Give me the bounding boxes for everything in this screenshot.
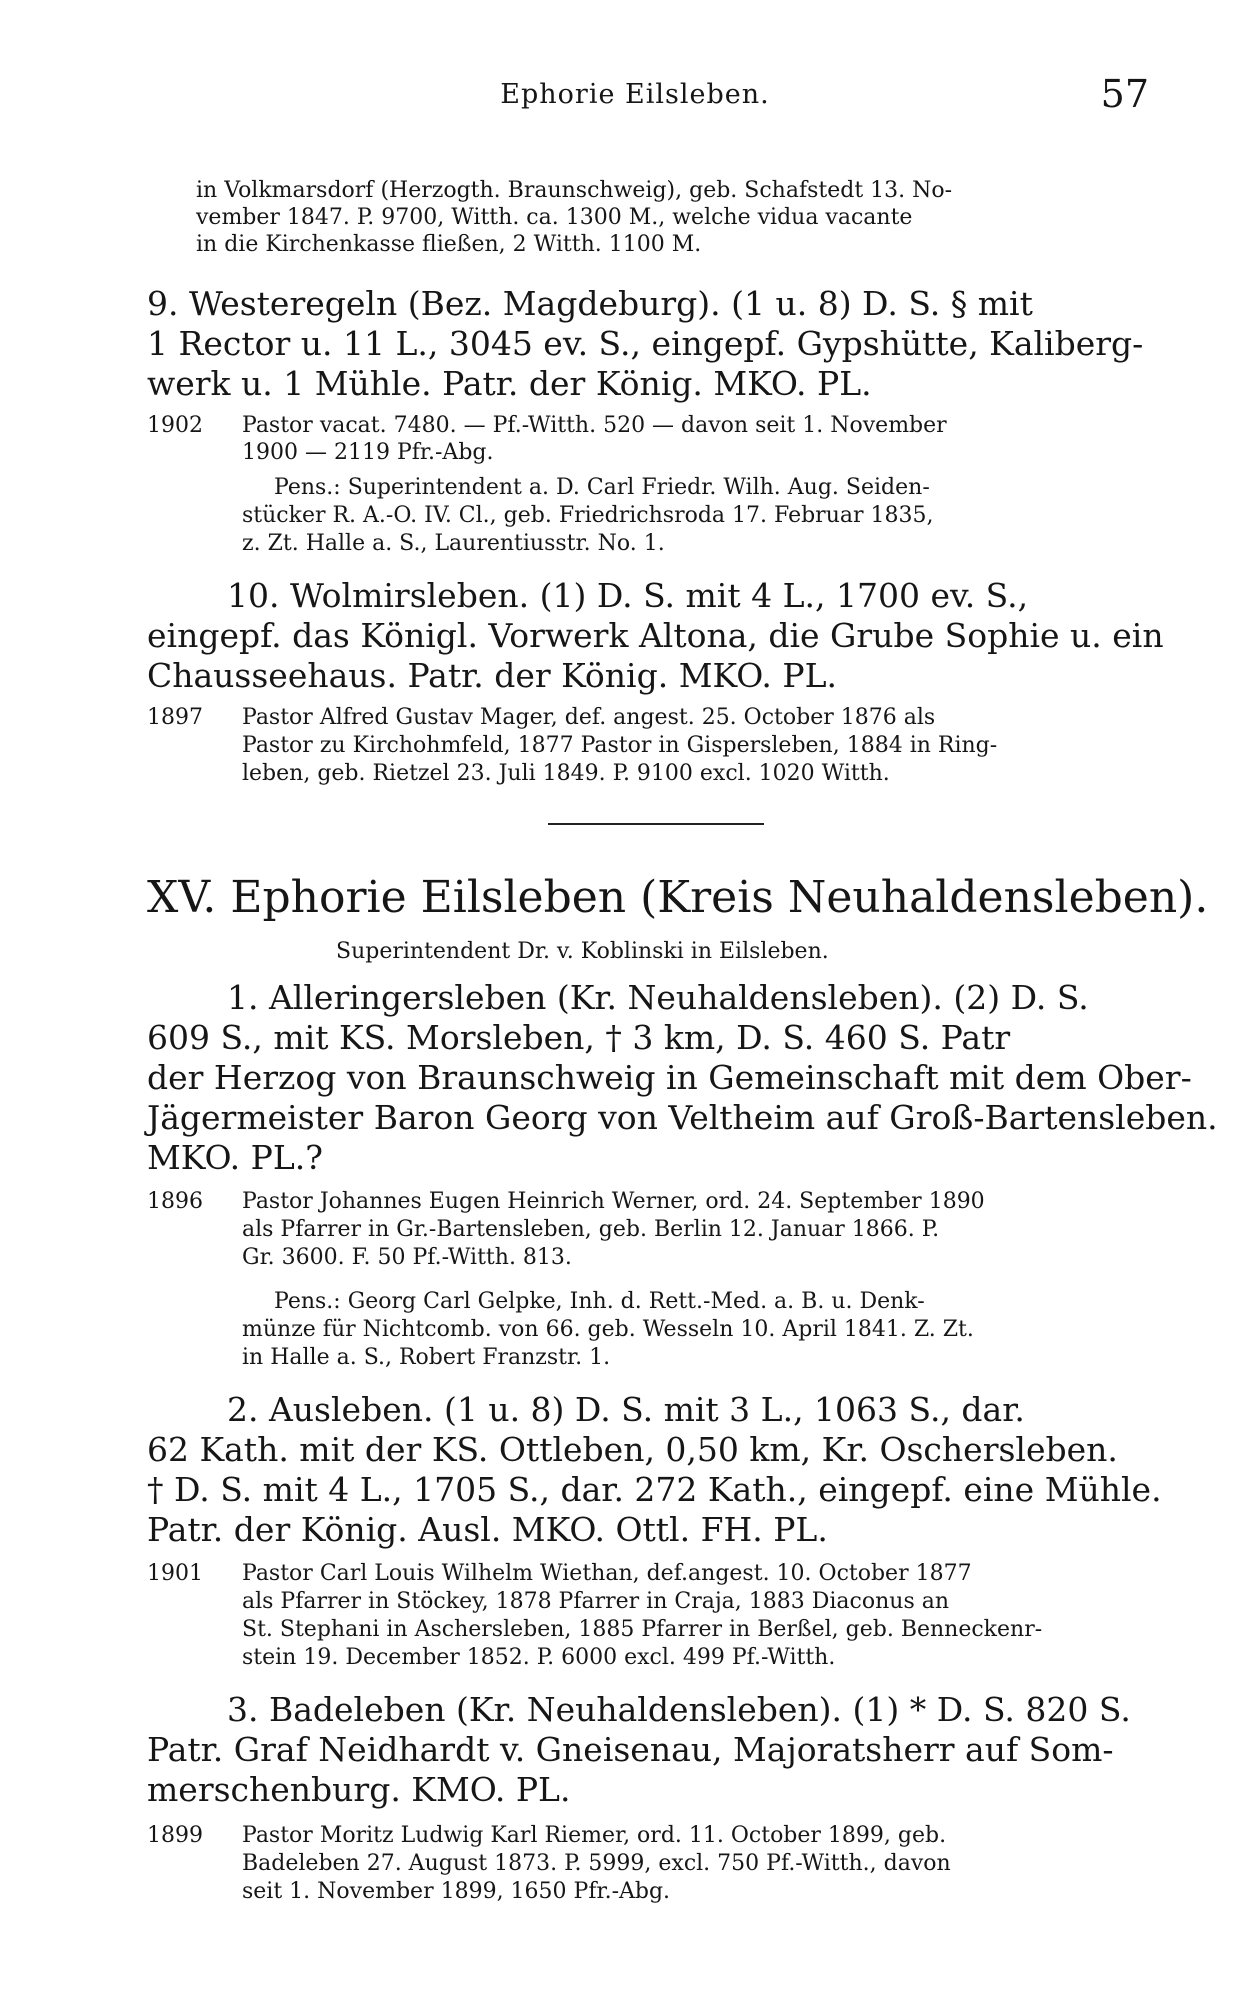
text-line: Patr. Graf Neidhardt v. Gneisenau, Majoratsherr auf Som- [147, 1730, 1114, 1769]
text-line: stein 19. December 1852. P. 6000 excl. 499 Pf.-Witth. [242, 1645, 836, 1670]
text-line: Pastor vacat. 7480. — Pf.-Witth. 520 — davon seit 1. November [242, 413, 947, 438]
text-line: in Halle a. S., Robert Franzstr. 1. [242, 1345, 611, 1370]
text-line: 1 Rector u. 11 L., 3045 ev. S., eingepf. Gypshütte, Kaliberg- [147, 324, 1144, 363]
text-line: Pastor Moritz Ludwig Karl Riemer, ord. 11. October 1899, geb. [242, 1823, 947, 1848]
text-line: stücker R. A.-O. IV. Cl., geb. Friedrichsroda 17. Februar 1835, [242, 503, 934, 528]
superintendent-line: Superintendent Dr. v. Koblinski in Eilsleben. [336, 939, 829, 964]
page-number: 57 [1100, 72, 1149, 116]
text-line: z. Zt. Halle a. S., Laurentiusstr. No. 1. [242, 531, 665, 556]
text-line: Jägermeister Baron Georg von Veltheim auf Groß-Bartensleben. [147, 1098, 1218, 1137]
entry-heading: 9. Westeregeln (Bez. Magdeburg). (1 u. 8) D. S. § mit [147, 284, 1033, 323]
text-line: Pastor Alfred Gustav Mager, def. angest. 25. October 1876 als [242, 705, 936, 730]
entry-heading: 2. Ausleben. (1 u. 8) D. S. mit 3 L., 1063 S., dar. [227, 1390, 1025, 1429]
text-line: vember 1847. P. 9700, Witth. ca. 1300 M., welche vidua vacante [196, 205, 913, 230]
text-line: St. Stephani in Aschersleben, 1885 Pfarrer in Berßel, geb. Benneckenr- [242, 1617, 1043, 1642]
text-line: münze für Nichtcomb. von 66. geb. Wesseln 10. April 1841. Z. Zt. [242, 1317, 974, 1342]
text-line: merschenburg. KMO. PL. [147, 1770, 571, 1809]
text-line: der Herzog von Braunschweig in Gemeinschaft mit dem Ober- [147, 1058, 1192, 1097]
text-line: werk u. 1 Mühle. Patr. der König. MKO. PL. [147, 364, 872, 403]
text-line: 1900 — 2119 Pfr.-Abg. [242, 440, 494, 465]
section-title: XV. Ephorie Eilsleben (Kreis Neuhaldensleben). [147, 872, 1209, 923]
pastor-year: 1901 [147, 1561, 203, 1586]
text-line: Chausseehaus. Patr. der König. MKO. PL. [147, 656, 837, 695]
text-line: als Pfarrer in Gr.-Bartensleben, geb. Berlin 12. Januar 1866. P. [242, 1217, 940, 1242]
text-line: Pens.: Superintendent a. D. Carl Friedr. Wilh. Aug. Seiden- [274, 475, 930, 500]
entry-heading: 10. Wolmirsleben. (1) D. S. mit 4 L., 1700 ev. S., [227, 576, 1029, 615]
running-header [0, 72, 1257, 118]
divider [548, 823, 764, 825]
pastor-year: 1896 [147, 1189, 203, 1214]
text-line: in Volkmarsdorf (Herzogth. Braunschweig), geb. Schafstedt 13. No- [196, 178, 953, 203]
text-line: in die Kirchenkasse fließen, 2 Witth. 1100 M. [196, 232, 702, 257]
header-title: Ephorie Eilsleben. [500, 79, 770, 110]
text-line: Badeleben 27. August 1873. P. 5999, excl. 750 Pf.-Witth., davon [242, 1851, 951, 1876]
text-line: als Pfarrer in Stöckey, 1878 Pfarrer in Craja, 1883 Diaconus an [242, 1589, 950, 1614]
entry-heading: 1. Alleringersleben (Kr. Neuhaldensleben). (2) D. S. [227, 978, 1089, 1017]
text-line: Gr. 3600. F. 50 Pf.-Witth. 813. [242, 1245, 572, 1270]
text-line: Pastor Johannes Eugen Heinrich Werner, ord. 24. September 1890 [242, 1189, 985, 1214]
text-line: MKO. PL.? [147, 1138, 323, 1177]
text-line: eingepf. das Königl. Vorwerk Altona, die Grube Sophie u. ein [147, 616, 1164, 655]
pastor-year: 1897 [147, 705, 203, 730]
text-line: 62 Kath. mit der KS. Ottleben, 0,50 km, Kr. Oschersleben. [147, 1430, 1118, 1469]
text-line: 609 S., mit KS. Morsleben, † 3 km, D. S. 460 S. Patr [147, 1018, 1011, 1057]
text-line: seit 1. November 1899, 1650 Pfr.-Abg. [242, 1879, 671, 1904]
entry-heading: 3. Badeleben (Kr. Neuhaldensleben). (1) * D. S. 820 S. [227, 1690, 1131, 1729]
text-line: Pastor zu Kirchohmfeld, 1877 Pastor in Gispersleben, 1884 in Ring- [242, 733, 998, 758]
text-line: Patr. der König. Ausl. MKO. Ottl. FH. PL. [147, 1510, 828, 1549]
text-line: † D. S. mit 4 L., 1705 S., dar. 272 Kath., eingepf. eine Mühle. [147, 1470, 1162, 1509]
text-line: leben, geb. Rietzel 23. Juli 1849. P. 9100 excl. 1020 Witth. [242, 761, 890, 786]
pastor-year: 1899 [147, 1823, 203, 1848]
text-line: Pastor Carl Louis Wilhelm Wiethan, def.angest. 10. October 1877 [242, 1561, 972, 1586]
text-line: Pens.: Georg Carl Gelpke, Inh. d. Rett.-Med. a. B. u. Denk- [274, 1289, 925, 1314]
pastor-year: 1902 [147, 413, 203, 438]
